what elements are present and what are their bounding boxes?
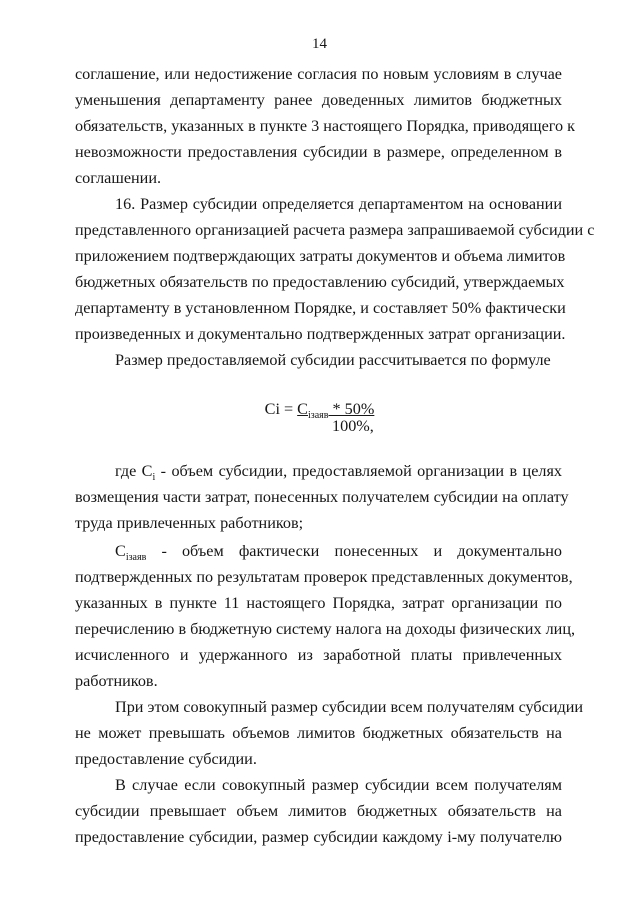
text-line: работников. <box>75 672 158 690</box>
text-line: исчисленного и удержанного из заработной платы привлеченных <box>75 646 562 664</box>
def-ci-sub: i <box>152 472 156 484</box>
text-line: произведенных и документально подтвержденных затрат организации. <box>75 325 566 343</box>
formula-num-rest: * 50% <box>328 400 375 418</box>
text-line: субсидии превышает объем лимитов бюджетных обязательств на <box>75 802 562 820</box>
text-line: не может превышать объемов лимитов бюджетных обязательств на <box>75 724 562 742</box>
definition-ci <box>115 461 562 488</box>
text-line: В случае если совокупный размер субсидии всем получателям <box>115 776 562 794</box>
text-line: уменьшения департаменту ранее доведенных лимитов бюджетных <box>75 91 562 109</box>
def-ci-main: где C <box>115 462 153 480</box>
text-line: труда привлеченных работников; <box>75 514 304 532</box>
def-ci-rest: - объем субсидии, предоставляемой организации в целях <box>155 462 562 480</box>
text-line: предоставление субсидии, размер субсидии каждому i-му получателю <box>75 828 562 846</box>
text-line: невозможности предоставления субсидии в размере, определенном в <box>75 143 562 161</box>
text-line: предоставление субсидии. <box>75 750 257 768</box>
page-number: 14 <box>312 36 327 52</box>
text-line: перечислению в бюджетную систему налога на доходы физических лиц, <box>75 620 576 638</box>
formula-num-sub: iзаяв <box>307 410 329 422</box>
text-line: возмещения части затрат, понесенных получателем субсидии на оплату <box>75 488 569 506</box>
text-line: представленного организацией расчета размера запрашиваемой субсидии с <box>75 221 595 239</box>
formula-num <box>297 400 375 422</box>
text-line: приложением подтверждающих затраты документов и объема лимитов <box>75 247 566 265</box>
formula-num-main: C <box>297 400 308 418</box>
definition-cizayav <box>115 541 562 568</box>
text-line: соглашение, или недостижение согласия по новым условиям в случае <box>75 65 562 83</box>
formula-numerator <box>0 400 639 421</box>
text-line: подтвержденных по результатам проверок представленных документов, <box>75 568 573 586</box>
text-line: бюджетных обязательств по предоставлению субсидий, утверждаемых <box>75 273 565 291</box>
formula-denominator: 100%, <box>332 417 374 435</box>
text-line: соглашении. <box>75 169 162 187</box>
def-cizayav-rest: - объем фактически понесенных и документально <box>146 542 562 560</box>
def-cizayav-main: C <box>115 542 126 560</box>
text-line: Размер предоставляемой субсидии рассчитывается по формуле <box>115 351 551 369</box>
text-line: обязательств, указанных в пункте 3 настоящего Порядка, приводящего к <box>75 117 576 135</box>
text-line: департаменту в установленном Порядке, и составляет 50% фактически <box>75 299 566 317</box>
text-line: указанных в пункте 11 настоящего Порядка, затрат организации по <box>75 594 562 612</box>
def-cizayav-sub: iзаяв <box>125 552 147 564</box>
formula-lhs: Ci = <box>264 400 298 418</box>
text-line: При этом совокупный размер субсидии всем получателям субсидии <box>115 698 584 716</box>
text-line: 16. Размер субсидии определяется департаментом на основании <box>115 195 562 213</box>
